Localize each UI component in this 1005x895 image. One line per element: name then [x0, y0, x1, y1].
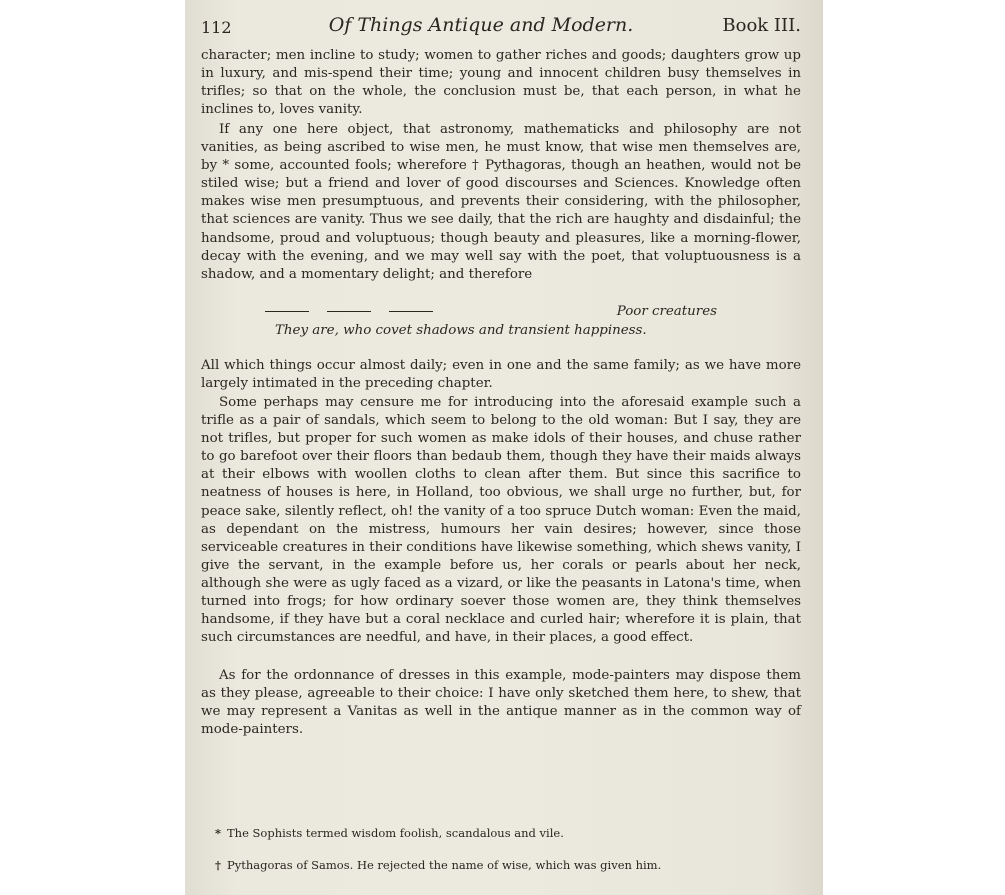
- book-label: Book III.: [722, 15, 801, 36]
- verse-text-1: Poor creatures: [616, 304, 717, 319]
- footnote-mark: †: [215, 858, 222, 872]
- paragraph-4: Some perhaps may censure me for introducing into the aforesaid example such a trifle as a pair of sandals, which seem to belong to the old woman: But I say, they are not trifles, but proper for such women as make idols of their houses, and chuse rather to go barefoot over their floors than bedaub them, though they have their maids always at their elbows with woollen cloths to clean after them. But since this sacrifice to neatness of houses is here, in Holland, too obvious, we shall urge no further, but, for peace sake, silently reflect, oh! the vanity of a too spruce Dutch woman: Even the maid, as dependant on the mistress, humours her vain desires; however, since those serviceable creatures in their conditions have likewise something, which shews vanity, I give the servant, in the example before us, her corals or pearls about her neck, although she were as ugly faced as a vizard, or like the peasants in Latona's time, when turned into frogs; for how ordinary soever those women are, they think themselves handsome, if they have but a coral necklace and curled hair; wherefore it is plain, that such circumstances are needful, and have, in their places, a good effect.: [201, 395, 801, 646]
- verse-rule: [265, 311, 309, 312]
- verse-line-2: They are, who covet shadows and transient happiness.: [275, 323, 647, 338]
- footnote-2: [215, 858, 795, 872]
- footnote-mark: *: [215, 826, 222, 840]
- paragraph-2: If any one here object, that astronomy, mathematicks and philosophy are not vanities, as being ascribed to wise men, he must know, that wise men themselves are, by * some, accounted fools; wherefore † Pythagoras, though an heathen, would not be stiled wise; but a friend and lover of good discourses and Sciences. Knowledge often makes wise men presumptuous, and prevents their considering, with the philosopher, that sciences are vanity. Thus we see daily, that the rich are haughty and disdainful; the handsome, proud and voluptuous; though beauty and pleasures, like a morning-flower, decay with the evening, and we may well say with the poet, that voluptuousness is a shadow, and a momentary delight; and therefore: [201, 122, 801, 282]
- verse-line-1: [265, 304, 725, 319]
- paragraph-1: character; men incline to study; women to gather riches and goods; daughters grow up in luxury, and mis-spend their time; young and innocent children busy themselves in trifles; so that on the whole, the conclusion must be, that each person, in what he inclines to, loves vanity.: [201, 48, 801, 118]
- paragraph-5: As for the ordonnance of dresses in this example, mode-painters may dispose them as they please, agreeable to their choice: I have only sketched them here, to shew, that we may represent a Vanitas as well in the antique manner as in the common way of mode-painters.: [201, 668, 801, 738]
- footnote-text: The Sophists termed wisdom foolish, scandalous and vile.: [227, 826, 564, 840]
- footnote-1: [215, 826, 795, 840]
- book-page: [185, 0, 823, 895]
- page-number: 112: [201, 18, 232, 37]
- running-header: [201, 14, 801, 40]
- verse-rule: [389, 311, 433, 312]
- footnote-text: Pythagoras of Samos. He rejected the name of wise, which was given him.: [227, 858, 662, 872]
- verse-rule: [327, 311, 371, 312]
- paragraph-3: All which things occur almost daily; even in one and the same family; as we have more largely intimated in the preceding chapter.: [201, 358, 801, 392]
- running-title: Of Things Antique and Modern.: [328, 14, 634, 36]
